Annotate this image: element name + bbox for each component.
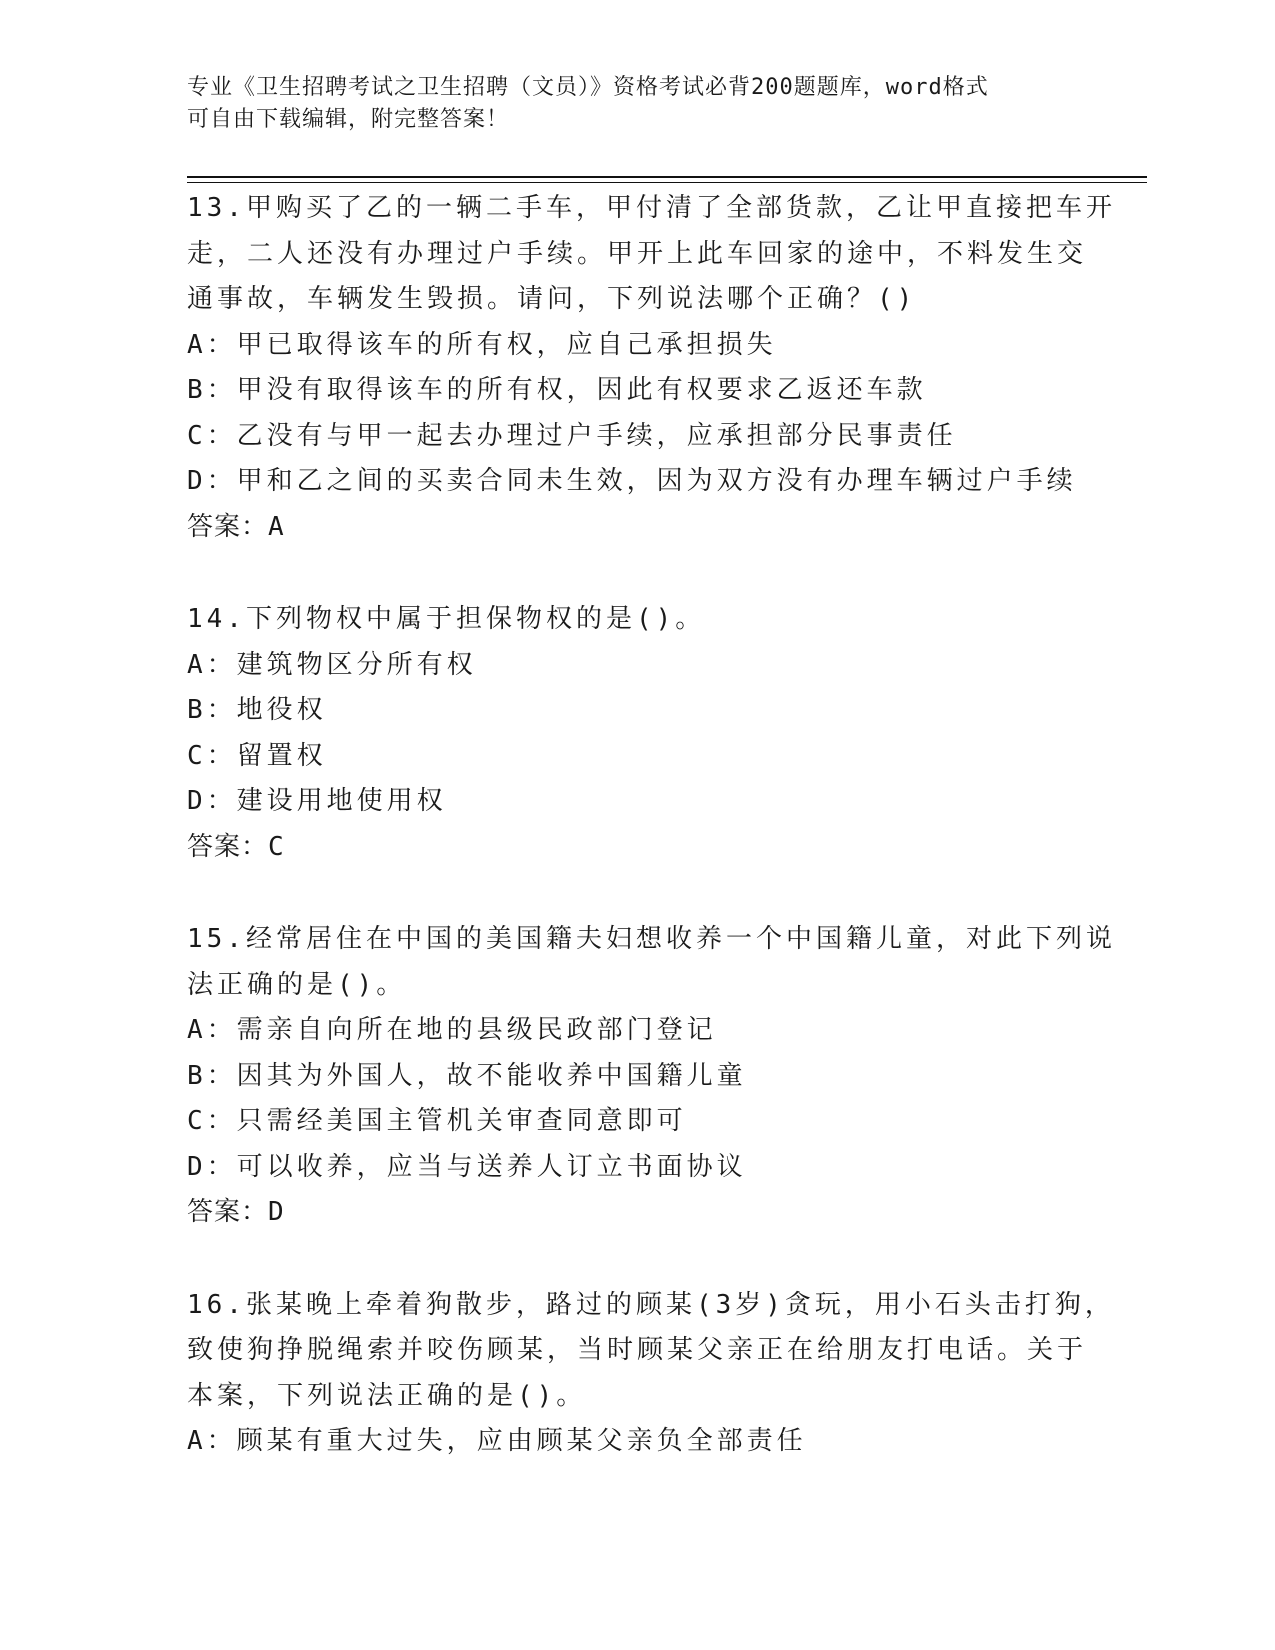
option-c: C：留置权 — [187, 740, 327, 771]
header-rule-thin — [187, 182, 1147, 183]
option-d: D：建设用地使用权 — [187, 786, 447, 816]
question-14 — [187, 597, 1087, 870]
option-b: B：地役权 — [187, 695, 327, 725]
option-a: A：需亲自向所在地的县级民政部门登记 — [187, 1015, 717, 1045]
option-a: A：顾某有重大过失，应由顾某父亲负全部责任 — [187, 1426, 807, 1456]
question-stem-line: 本案，下列说法正确的是()。 — [187, 1380, 587, 1411]
question-stem-line: 14.下列物权中属于担保物权的是()。 — [187, 604, 706, 634]
option-c: C：只需经美国主管机关审查同意即可 — [187, 1106, 687, 1136]
answer-label: 答案：C — [187, 831, 285, 862]
option-a: A：建筑物区分所有权 — [187, 649, 477, 680]
question-stem-line: 法正确的是()。 — [187, 969, 407, 1000]
question-list — [187, 186, 1116, 1512]
option-a: A：甲已取得该车的所有权，应自己承担损失 — [187, 329, 777, 360]
header-line-1: 专业《卫生招聘考试之卫生招聘（文员）》资格考试必背200题题库，word格式 — [187, 75, 989, 100]
question-stem-line: 13.甲购买了乙的一辆二手车，甲付清了全部货款，乙让甲直接把车开 — [187, 193, 1116, 223]
option-b: B：甲没有取得该车的所有权，因此有权要求乙返还车款 — [187, 375, 927, 405]
question-13 — [187, 186, 1116, 550]
question-stem-line: 16.张某晚上牵着狗散步，路过的顾某(3岁)贪玩，用小石头击打狗， — [187, 1289, 1115, 1320]
answer-label: 答案：A — [187, 511, 285, 542]
question-stem-line: 走，二人还没有办理过户手续。甲开上此车回家的途中，不料发生交 — [187, 238, 1088, 269]
option-c: C：乙没有与甲一起去办理过户手续，应承担部分民事责任 — [187, 420, 957, 451]
option-b: B：因其为外国人，故不能收养中国籍儿童 — [187, 1060, 747, 1091]
question-stem-line: 通事故，车辆发生毁损。请问，下列说法哪个正确？() — [187, 284, 917, 314]
question-16 — [187, 1283, 1115, 1465]
option-d: D：甲和乙之间的买卖合同未生效，因为双方没有办理车辆过户手续 — [187, 466, 1077, 496]
option-d: D：可以收养，应当与送养人订立书面协议 — [187, 1151, 747, 1182]
document-header — [187, 72, 1087, 136]
header-rule-thick — [187, 176, 1147, 178]
question-stem-line: 致使狗挣脱绳索并咬伤顾某，当时顾某父亲正在给朋友打电话。关于 — [187, 1335, 1088, 1365]
question-stem-line: 15.经常居住在中国的美国籍夫妇想收养一个中国籍儿童，对此下列说 — [187, 924, 1116, 954]
answer-label: 答案：D — [187, 1197, 285, 1227]
header-line-2: 可自由下载编辑，附完整答案！ — [187, 107, 510, 132]
question-15 — [187, 917, 1116, 1236]
